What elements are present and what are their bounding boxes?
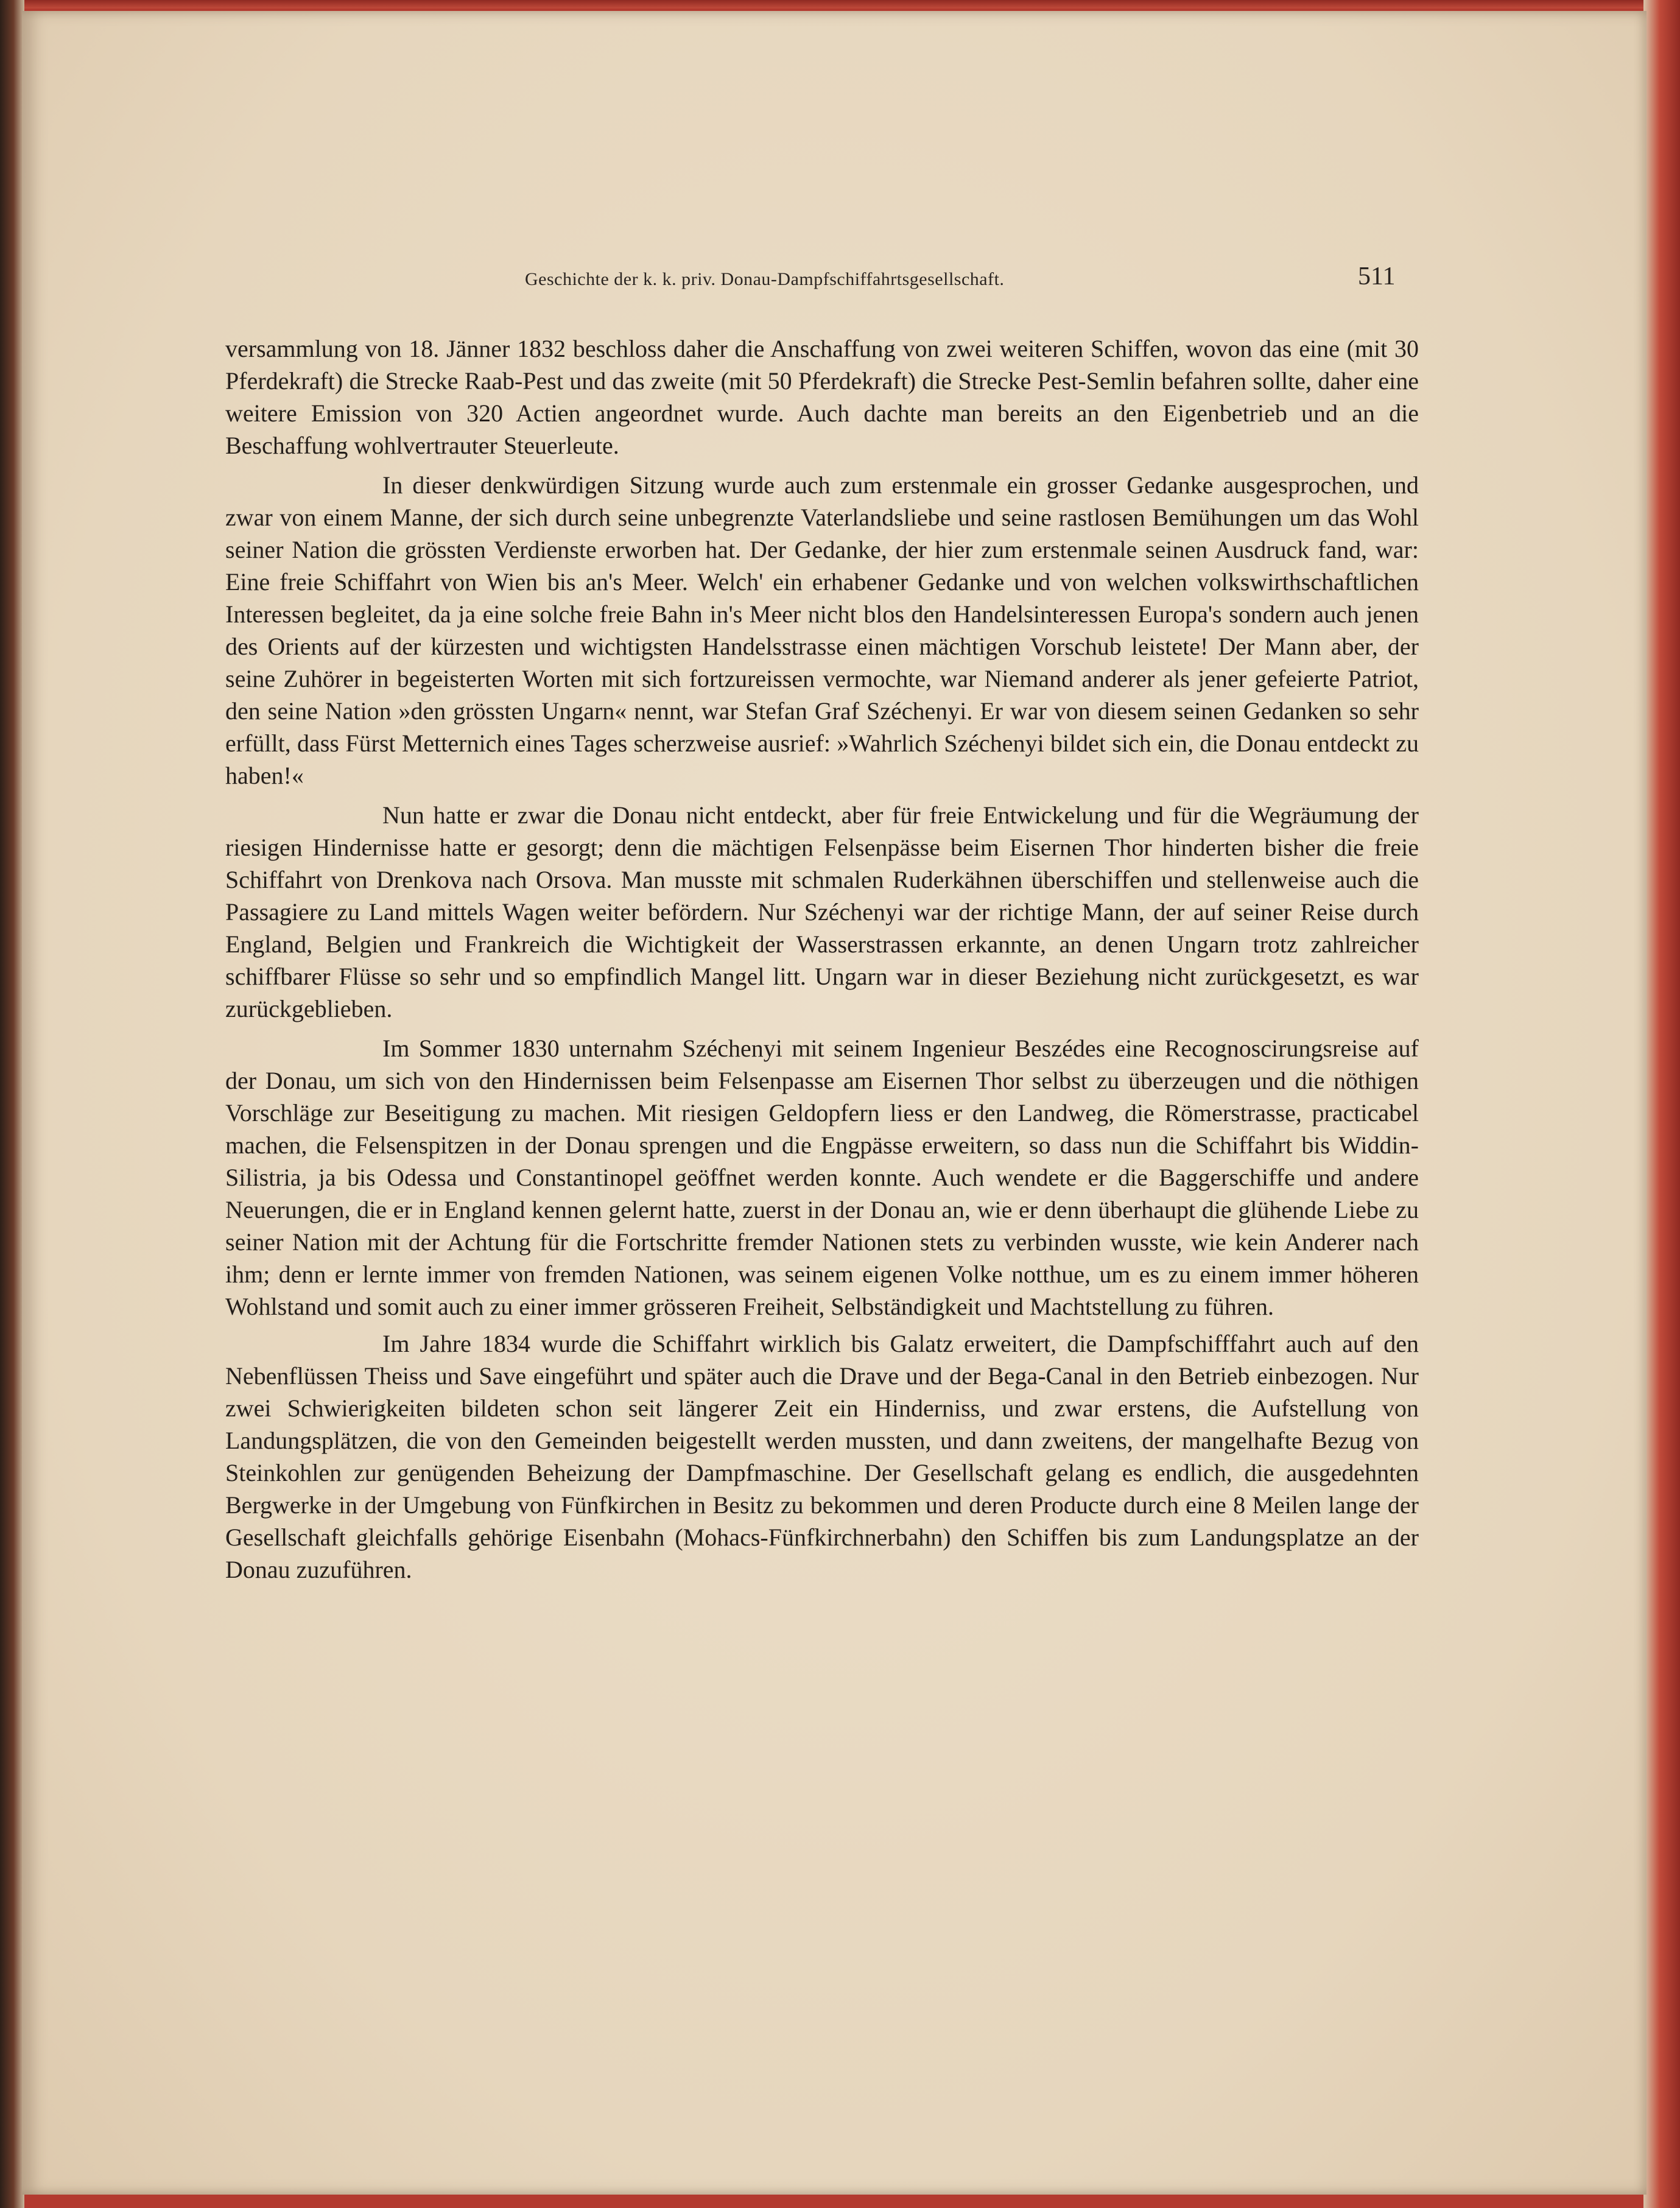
paragraph-5: Im Jahre 1834 wurde die Schiffahrt wirklich bis Galatz erweitert, die Dampfschifffahrt auch auf den Nebenflüssen Theiss und Save eingeführt und später auch die Drave und der Bega-Canal in den Betrieb einbezogen. Nur zwei Schwierigkeiten bildeten schon seit längerer Zeit ein Hinderniss, und zwar erstens, die Aufstellung von Landungsplätzen, die von den Gemeinden beigestellt werden mussten, und dann zweitens, der mangelhafte Bezug von Steinkohlen zur genügenden Beheizung der Dampfmaschine. Der Gesellschaft gelang es endlich, die ausgedehnten Bergwerke in der Umgebung von Fünfkirchen in Besitz zu bekommen und deren Producte durch eine 8 Meilen lange der Gesellschaft gleichfalls gehörige Eisenbahn (Mohacs-Fünfkirchnerbahn) den Schiffen bis zum Landungsplatze an der Donau zuzuführen. xyxy=(225,1330,1419,1583)
text-body xyxy=(225,332,1419,1586)
running-head-title: Geschichte der k. k. priv. Donau-Dampfschiffahrtsgesellschaft. xyxy=(525,269,1005,289)
paragraph-3: Nun hatte er zwar die Donau nicht entdeckt, aber für freie Entwickelung und für die Wegräumung der riesigen Hindernisse hatte er gesorgt; denn die mächtigen Felsenpässe beim Eisernen Thor hinderten bisher die freie Schiffahrt von Drenkova nach Orsova. Man musste mit schmalen Ruderkähnen überschiffen und stellenweise auch die Passagiere zu Land mittels Wagen weiter befördern. Nur Széchenyi war der richtige Mann, der auf seiner Reise durch England, Belgien und Frankreich die Wichtigkeit der Wasserstrassen erkannte, an denen Ungarn trotz zahlreicher schiffbarer Flüsse so sehr und so empfindlich Mangel litt. Ungarn war in dieser Beziehung nicht zurückgesetzt, es war zurückgeblieben. xyxy=(225,801,1419,1022)
paragraph-2: In dieser denkwürdigen Sitzung wurde auch zum erstenmale ein grosser Gedanke ausgesprochen, und zwar von einem Manne, der sich durch seine unbegrenzte Vaterlandsliebe und seine rastlosen Bemühungen um das Wohl seiner Nation die grössten Verdienste erworben hat. Der Gedanke, der hier zum erstenmale seinen Ausdruck fand, war: Eine freie Schiffahrt von Wien bis an's Meer. Welch' ein erhabener Gedanke und von welchen volkswirthschaftlichen Interessen begleitet, da ja eine solche freie Bahn in's Meer nicht blos den Handelsinteressen Europa's sondern auch jenen des Orients auf der kürzesten und wichtigsten Handelsstrasse einen mächtigen Vorschub leistete! Der Mann aber, der seine Zuhörer in begeisterten Worten mit sich fortzureissen vermochte, war Niemand anderer als jener gefeierte Patriot, den seine Nation »den grössten Ungarn« nennt, war Stefan Graf Széchenyi. Er war von diesem seinen Gedanken so sehr erfüllt, dass Fürst Metternich eines Tages scherzweise ausrief: »Wahrlich Széchenyi bildet sich ein, die Donau entdeckt zu haben!« xyxy=(225,471,1419,789)
running-head xyxy=(22,261,1647,297)
book-cover-edge-right xyxy=(1643,0,1680,2208)
paragraph-4: Im Sommer 1830 unternahm Széchenyi mit seinem Ingenieur Beszédes eine Recognoscirungsreise auf der Donau, um sich von den Hindernissen beim Felsenpasse am Eisernen Thor selbst zu überzeugen und die nöthigen Vorschläge zur Beseitigung zu machen. Mit riesigen Geldopfern liess er den Landweg, die Römerstrasse, practicabel machen, die Felsenspitzen in der Donau sprengen und die Engpässe erweitern, so dass nun die Schiffahrt bis Widdin-Silistria, ja bis Odessa und Constantinopel geöffnet werden konnte. Auch wendete er die Baggerschiffe und andere Neuerungen, die er in England kennen gelernt hatte, zuerst in der Donau an, wie er denn überhaupt die glühende Liebe zu seiner Nation mit der Achtung für die Fortschritte fremder Nationen stets zu verbinden wusste, wie kein Anderer nach ihm; denn er lernte immer von fremden Nationen, was seinem eigenen Volke notthue, um es zu einem immer höheren Wohlstand und somit auch zu einer immer grösseren Freiheit, Selbständigkeit und Machtstellung zu führen. xyxy=(225,1035,1419,1320)
paragraph-1: versammlung von 18. Jänner 1832 beschloss daher die Anschaffung von zwei weiteren Schiffen, wovon das eine (mit 30 Pferdekraft) die Strecke Raab-Pest und das zweite (mit 50 Pferdekraft) die Strecke Pest-Semlin befahren sollte, daher eine weitere Emission von 320 Actien angeordnet wurde. Auch dachte man bereits an den Eigenbetrieb und an die Beschaffung wohlvertrauter Steuerleute. xyxy=(225,335,1419,459)
book-cover-edge-top xyxy=(0,0,1680,9)
page-number: 511 xyxy=(1358,262,1396,290)
book-spine-edge xyxy=(0,0,24,2208)
book-page xyxy=(22,11,1647,2195)
